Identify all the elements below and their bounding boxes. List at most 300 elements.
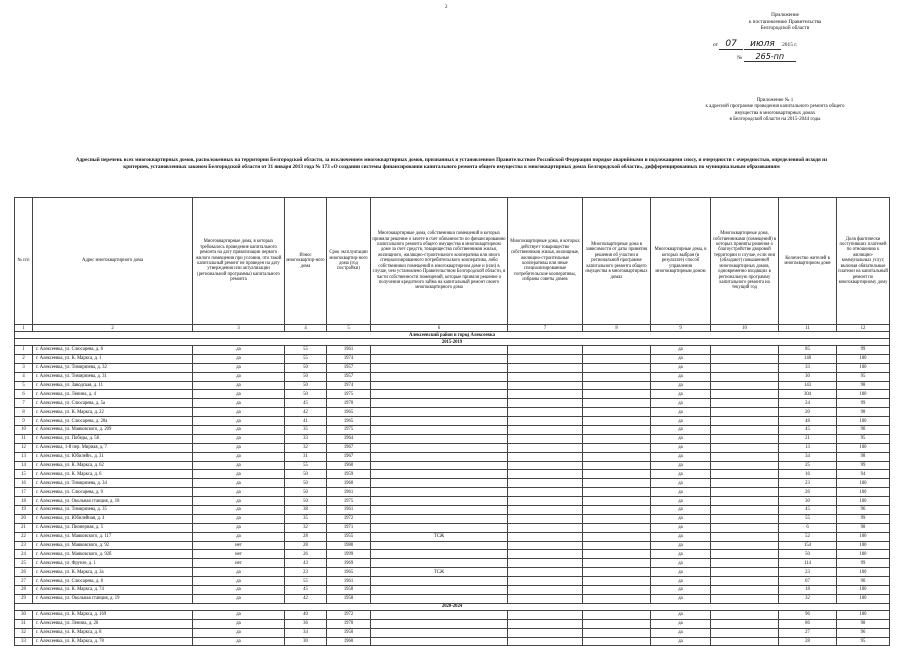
table-cell: да — [193, 506, 285, 515]
table-cell — [371, 637, 508, 646]
table-cell: 32 — [15, 628, 33, 637]
period-label: 2015-2019 — [15, 339, 890, 346]
table-cell: г. Алексеевка, ул. К. Маркса, д. 8 — [33, 628, 193, 637]
table-cell: да — [193, 443, 285, 452]
table-cell — [371, 417, 508, 426]
table-cell — [371, 497, 508, 506]
table-cell — [583, 568, 651, 577]
table-cell — [583, 372, 651, 381]
table-cell — [711, 408, 779, 417]
col-header: Срок эксплуатации многоквартир-ного дома (год постройки) — [327, 198, 371, 325]
column-number: 1 — [15, 325, 33, 332]
table-cell: да — [651, 426, 711, 435]
table-cell: 100 — [837, 479, 890, 488]
table-cell: г. Алексеевка, ул. Юбилейная, д. 4 — [33, 514, 193, 523]
table-cell — [508, 577, 583, 586]
table-cell: г. Алексеевка, ул. Ленина, д. 26 — [33, 619, 193, 628]
table-cell: 96 — [779, 610, 837, 619]
approval-month: июля — [744, 39, 781, 50]
table-cell: 28 — [285, 532, 327, 541]
table-cell: 21 — [779, 434, 837, 443]
table-row — [15, 408, 890, 417]
table-cell — [711, 559, 779, 568]
col-header: Многоквартирные дома в зависимости от даты принятия решения об участии в региональной программе капитального ремонта общего имущества в многоквартирных домах — [583, 198, 651, 325]
table-cell — [711, 381, 779, 390]
table-cell: 45 — [285, 399, 327, 408]
table-cell — [711, 443, 779, 452]
table-cell: да — [651, 559, 711, 568]
table-cell: 1960 — [327, 637, 371, 646]
table-cell: 67 — [779, 577, 837, 586]
district-row — [15, 332, 890, 339]
table-cell: 55 — [285, 346, 327, 355]
table-cell: 100 — [837, 550, 890, 559]
table-cell: 1969 — [327, 559, 371, 568]
table-cell: г. Алексеевка, ул. Маяковского, д. 117 — [33, 532, 193, 541]
table-cell — [711, 434, 779, 443]
table-cell — [711, 470, 779, 479]
table-cell — [508, 470, 583, 479]
table-cell — [583, 479, 651, 488]
table-cell — [371, 559, 508, 568]
approval-line: Белгородской области — [760, 25, 810, 32]
table-cell — [711, 497, 779, 506]
table-cell: г. Алексеевка, ул. Тимирязева, д. 32 — [33, 363, 193, 372]
table-cell — [371, 594, 508, 603]
table-row — [15, 610, 890, 619]
document-title: Адресный перечень всех многоквартирных домов, расположенных на территории Белгородской области, за исключением многоквартирных домов, признанных в установленном Правительством Российской Федерации порядке аварийными и подлежащими сносу, и очередности с очередностью, определенной исходя из критериев, установленных законом Белгородской области от 31 января 2013 года № 173 «О создании системы финансирования капитального ремонта общего имущества в многоквартирных домах Белгородской области», дифференцированных по муниципальным образованиям — [75, 157, 828, 170]
table-cell — [508, 637, 583, 646]
table-cell: да — [193, 346, 285, 355]
table-cell: г. Алексеевка, ул. Заводская, д. 11 — [33, 381, 193, 390]
table-cell — [583, 470, 651, 479]
table-cell: 10 — [15, 426, 33, 435]
table-cell: да — [193, 426, 285, 435]
table-cell: 96 — [837, 506, 890, 515]
table-row — [15, 514, 890, 523]
table-cell: 23 — [15, 541, 33, 550]
table-cell: да — [193, 363, 285, 372]
table-cell — [711, 532, 779, 541]
table-cell: г. Алексеевка, ул. Окольная станция, д. 19 — [33, 594, 193, 603]
table-cell: да — [651, 577, 711, 586]
page-number: 2 — [445, 5, 448, 10]
table-cell: 100 — [837, 417, 890, 426]
table-cell: 1959 — [327, 470, 371, 479]
table-cell: 32 — [285, 443, 327, 452]
table-cell — [711, 399, 779, 408]
table-cell — [583, 443, 651, 452]
approval-line: Приложение — [771, 12, 799, 18]
table-cell — [371, 399, 508, 408]
table-cell: да — [651, 434, 711, 443]
table-cell: да — [193, 497, 285, 506]
table-cell: 30 — [779, 497, 837, 506]
table-cell: 30 — [285, 637, 327, 646]
table-cell: 1955 — [327, 532, 371, 541]
table-row — [15, 399, 890, 408]
table-cell: г. Алексеевка, ул. Слюсарева, д. 5а — [33, 399, 193, 408]
table-row — [15, 417, 890, 426]
table-cell: 2 — [15, 354, 33, 363]
table-cell: 1958 — [327, 586, 371, 595]
table-row — [15, 568, 890, 577]
table-cell — [371, 610, 508, 619]
table-cell — [583, 532, 651, 541]
table-cell: да — [651, 399, 711, 408]
table-cell: да — [651, 443, 711, 452]
table-cell: да — [193, 488, 285, 497]
table-cell: да — [651, 541, 711, 550]
table-cell: да — [193, 628, 285, 637]
table-cell: да — [193, 470, 285, 479]
table-cell — [583, 354, 651, 363]
table-cell — [583, 426, 651, 435]
table-cell — [711, 637, 779, 646]
table-cell: да — [651, 594, 711, 603]
table-cell: 50 — [285, 390, 327, 399]
table-cell — [711, 541, 779, 550]
approval-day: 07 — [719, 39, 742, 50]
col-header: Износ многоквартир-ного дома — [285, 198, 327, 325]
table-cell — [583, 637, 651, 646]
table-cell: г. Алексеевка, ул. Слюсарева, д. 9 — [33, 488, 193, 497]
column-number: 12 — [837, 325, 890, 332]
table-cell: 45 — [285, 586, 327, 595]
table-cell — [711, 619, 779, 628]
table-cell — [508, 372, 583, 381]
table-cell: 1975 — [327, 426, 371, 435]
table-cell: 24 — [15, 550, 33, 559]
table-cell: 13 — [779, 443, 837, 452]
table-cell: да — [193, 390, 285, 399]
table-cell — [508, 497, 583, 506]
table-cell: 38 — [285, 506, 327, 515]
table-cell: 1961 — [327, 346, 371, 355]
table-cell: г. Алексеевка, ул. Маяковского, д. 209 — [33, 426, 193, 435]
table-cell: 32 — [779, 594, 837, 603]
table-cell — [711, 354, 779, 363]
table-cell: 33 — [15, 637, 33, 646]
table-cell: 50 — [285, 479, 327, 488]
table-cell: 45 — [779, 426, 837, 435]
table-cell: 1960 — [327, 479, 371, 488]
table-cell — [583, 408, 651, 417]
table-cell: 55 — [779, 514, 837, 523]
table-cell: да — [193, 637, 285, 646]
table-cell — [583, 381, 651, 390]
table-cell: 23 — [779, 479, 837, 488]
table-cell — [508, 610, 583, 619]
table-cell: 86 — [779, 619, 837, 628]
table-cell — [711, 586, 779, 595]
table-cell: 27 — [779, 628, 837, 637]
table-cell: 31 — [15, 619, 33, 628]
table-cell: да — [651, 628, 711, 637]
table-cell: да — [651, 346, 711, 355]
table-cell: да — [651, 417, 711, 426]
table-cell — [583, 577, 651, 586]
table-cell: 99 — [837, 399, 890, 408]
table-cell — [508, 426, 583, 435]
table-cell: г. Алексеевка, ул. Тимирязева, д. 34 — [33, 479, 193, 488]
table-cell — [371, 443, 508, 452]
table-cell — [508, 619, 583, 628]
table-cell: 1974 — [327, 354, 371, 363]
table-cell: г. Алексеевка, 1-й пер. Мирная, д. 7 — [33, 443, 193, 452]
table-cell: да — [193, 523, 285, 532]
table-cell: 29 — [15, 594, 33, 603]
table-cell — [508, 417, 583, 426]
table-cell: 1999 — [327, 550, 371, 559]
table-row — [15, 470, 890, 479]
table-cell: 26 — [285, 550, 327, 559]
table-cell: 98 — [837, 452, 890, 461]
table-cell: г. Алексеевка, ул. К. Маркса, д. 78 — [33, 637, 193, 646]
table-cell: 100 — [837, 568, 890, 577]
period-label: 2020-2024 — [15, 603, 890, 610]
table-cell: 100 — [837, 488, 890, 497]
col-header: Многоквартирные дома, собственники помещений в которых приняли решение о зачете в счет обязанности по финансированию капитального ремонта общего имущества в многоквартирном доме за счет средств, товарищества собственников жилья, жилищного, жилищно-строительного кооператива или иного специализированного потребительского кооператива, либо собственники помещений в многоквартирном доме и (или) в случае, чем установлено Правительством Белгородской области, в части собственности помещений, которые приняли решение о получении кредитного займа на капитальный ремонт своего многоквартирного дома — [371, 198, 508, 325]
table-cell: 1970 — [327, 399, 371, 408]
table-cell: 9 — [15, 417, 33, 426]
table-cell: да — [651, 408, 711, 417]
table-cell: да — [193, 461, 285, 470]
table-cell — [583, 363, 651, 372]
table-row — [15, 550, 890, 559]
table-cell — [508, 550, 583, 559]
table-cell: 100 — [837, 594, 890, 603]
table-row — [15, 523, 890, 532]
table-cell — [583, 399, 651, 408]
table-cell — [371, 488, 508, 497]
table-cell — [508, 461, 583, 470]
table-cell: г. Алексеевка, ул. Тимирязева, д. 35 — [33, 506, 193, 515]
table-row — [15, 354, 890, 363]
table-cell: нет — [193, 550, 285, 559]
table-cell: 36 — [285, 619, 327, 628]
column-number: 8 — [583, 325, 651, 332]
table-cell: 16 — [779, 470, 837, 479]
table-cell: 22 — [15, 532, 33, 541]
table-cell: 1971 — [327, 523, 371, 532]
table-cell: 55 — [285, 354, 327, 363]
table-cell: 95 — [837, 372, 890, 381]
table-cell — [711, 346, 779, 355]
table-cell: 94 — [837, 470, 890, 479]
table-cell: 1957 — [327, 363, 371, 372]
table-row — [15, 532, 890, 541]
table-cell — [711, 417, 779, 426]
table-cell — [508, 452, 583, 461]
table-cell — [711, 610, 779, 619]
table-cell — [508, 594, 583, 603]
table-cell: 99 — [837, 514, 890, 523]
table-cell: да — [651, 523, 711, 532]
table-cell: 42 — [285, 594, 327, 603]
table-cell: 98 — [837, 523, 890, 532]
table-cell — [711, 479, 779, 488]
table-cell — [508, 506, 583, 515]
table-cell: г. Алексеевка, ул. Слюсарева, д. 20а — [33, 417, 193, 426]
table-cell: да — [651, 619, 711, 628]
table-cell — [583, 506, 651, 515]
table-cell — [583, 452, 651, 461]
approval-date: от 07 июля 2015 г. — [713, 39, 798, 49]
table-cell: 21 — [15, 523, 33, 532]
table-cell: 98 — [837, 408, 890, 417]
district-name: Алексеевский район и город Алексеевка — [15, 332, 890, 339]
table-cell: 1964 — [327, 434, 371, 443]
table-cell — [508, 559, 583, 568]
table-row — [15, 497, 890, 506]
table-row — [15, 506, 890, 515]
col-header: Многоквартирные дома, в которых требовалось проведение капитального ремонта на дату приватизации первого жилого помещения при условии, что такой капитальный ремонт не проведен на дату утверждения или актуализации (региональной программы) капитального ремонта — [193, 198, 285, 325]
table-cell: 7 — [15, 399, 33, 408]
table-cell: 18 — [779, 586, 837, 595]
table-cell: да — [193, 399, 285, 408]
table-cell: 1 — [15, 346, 33, 355]
table-cell — [371, 452, 508, 461]
col-header: Количество жителей в многоквартирном доме — [779, 198, 837, 325]
table-cell — [583, 610, 651, 619]
table-cell: да — [651, 372, 711, 381]
table-cell: 4 — [15, 372, 33, 381]
table-cell: 35 — [285, 514, 327, 523]
table-cell: 23 — [285, 568, 327, 577]
annex-header: Приложение № 1 к адресной программе проведения капитального ремонта общего имущества в многоквартирных домах в Белгородской области на 2015-2044 годы — [705, 98, 845, 123]
table-cell — [583, 586, 651, 595]
table-cell — [583, 417, 651, 426]
table-cell: г. Алексеевка, ул. К. Маркса, д. 62 — [33, 461, 193, 470]
table-cell — [371, 434, 508, 443]
table-cell: нет — [193, 541, 285, 550]
table-cell: 50 — [285, 372, 327, 381]
table-cell: 100 — [837, 497, 890, 506]
table-cell: 6 — [779, 523, 837, 532]
table-cell: да — [193, 594, 285, 603]
table-cell: 6 — [15, 390, 33, 399]
table-cell — [508, 434, 583, 443]
table-cell: 95 — [837, 434, 890, 443]
table-cell: г. Алексеевка, ул. К. Маркса, д. 169 — [33, 610, 193, 619]
table-cell: 26 — [15, 568, 33, 577]
table-cell — [583, 541, 651, 550]
table-row — [15, 586, 890, 595]
table-cell: 19 — [15, 506, 33, 515]
table-cell — [583, 628, 651, 637]
table-cell: 50 — [285, 470, 327, 479]
table-cell: г. Алексеевка, ул. Победы, д. 56 — [33, 434, 193, 443]
table-cell — [711, 594, 779, 603]
table-cell: 99 — [837, 461, 890, 470]
table-cell: 100 — [837, 532, 890, 541]
table-cell — [371, 506, 508, 515]
table-cell — [508, 399, 583, 408]
table-cell — [508, 354, 583, 363]
table-cell: г. Алексеевка, ул. К. Маркса, д. 22 — [33, 408, 193, 417]
table-cell: 1972 — [327, 514, 371, 523]
table-cell: 43 — [285, 559, 327, 568]
table-cell: 154 — [779, 541, 837, 550]
table-cell: да — [193, 619, 285, 628]
table-row — [15, 443, 890, 452]
table-cell: да — [651, 506, 711, 515]
table-cell: да — [193, 577, 285, 586]
table-cell: да — [651, 568, 711, 577]
table-cell: 1970 — [327, 619, 371, 628]
table-row — [15, 594, 890, 603]
table-cell: 1961 — [327, 506, 371, 515]
column-number: 10 — [711, 325, 779, 332]
approval-line: к постановлению Правительства — [748, 18, 822, 25]
table-cell: да — [651, 532, 711, 541]
table-row — [15, 372, 890, 381]
table-cell: да — [193, 452, 285, 461]
table-cell: нет — [193, 559, 285, 568]
approval-number-value: 265-пп — [744, 52, 797, 62]
table-cell — [371, 426, 508, 435]
table-cell — [371, 541, 508, 550]
table-cell: да — [651, 550, 711, 559]
table-cell: г. Алексеевка, ул. К. Маркса, д. 6 — [33, 470, 193, 479]
table-cell: 100 — [837, 443, 890, 452]
table-cell: да — [193, 479, 285, 488]
table-cell: 85 — [779, 346, 837, 355]
table-cell — [711, 461, 779, 470]
table-cell: г. Алексеевка, ул. Слюсарева, д. 6 — [33, 346, 193, 355]
table-cell: да — [193, 434, 285, 443]
table-cell — [371, 461, 508, 470]
table-cell: 27 — [15, 577, 33, 586]
table-cell: 143 — [779, 381, 837, 390]
period-row — [15, 339, 890, 346]
table-cell: да — [651, 586, 711, 595]
table-cell: г. Алексеевка, ул. Маяковского, д. 92 — [33, 541, 193, 550]
table-cell: 17 — [15, 488, 33, 497]
table-cell — [583, 594, 651, 603]
table-cell — [711, 390, 779, 399]
table-cell — [371, 619, 508, 628]
table-cell — [508, 628, 583, 637]
column-number: 6 — [371, 325, 508, 332]
table-cell: 11 — [15, 434, 33, 443]
table-cell: 42 — [285, 408, 327, 417]
table-cell — [711, 488, 779, 497]
table-cell: 100 — [837, 610, 890, 619]
table-cell — [508, 479, 583, 488]
table-cell — [371, 354, 508, 363]
table-cell: 96 — [837, 628, 890, 637]
table-cell: 1975 — [327, 390, 371, 399]
table-cell — [371, 550, 508, 559]
table-cell: г. Алексеевка, ул. Слюсарева, д. 8 — [33, 577, 193, 586]
table-cell — [508, 488, 583, 497]
table-cell: 26 — [779, 488, 837, 497]
table-cell — [508, 346, 583, 355]
table-cell: 50 — [285, 497, 327, 506]
table-cell: 40 — [285, 610, 327, 619]
table-cell — [371, 628, 508, 637]
table-cell: 1960 — [327, 461, 371, 470]
table-cell: да — [651, 381, 711, 390]
column-number: 4 — [285, 325, 327, 332]
table-cell: 95 — [837, 637, 890, 646]
table-cell — [508, 408, 583, 417]
table-cell: 90 — [837, 426, 890, 435]
table-cell: 148 — [779, 354, 837, 363]
table-cell: да — [193, 568, 285, 577]
